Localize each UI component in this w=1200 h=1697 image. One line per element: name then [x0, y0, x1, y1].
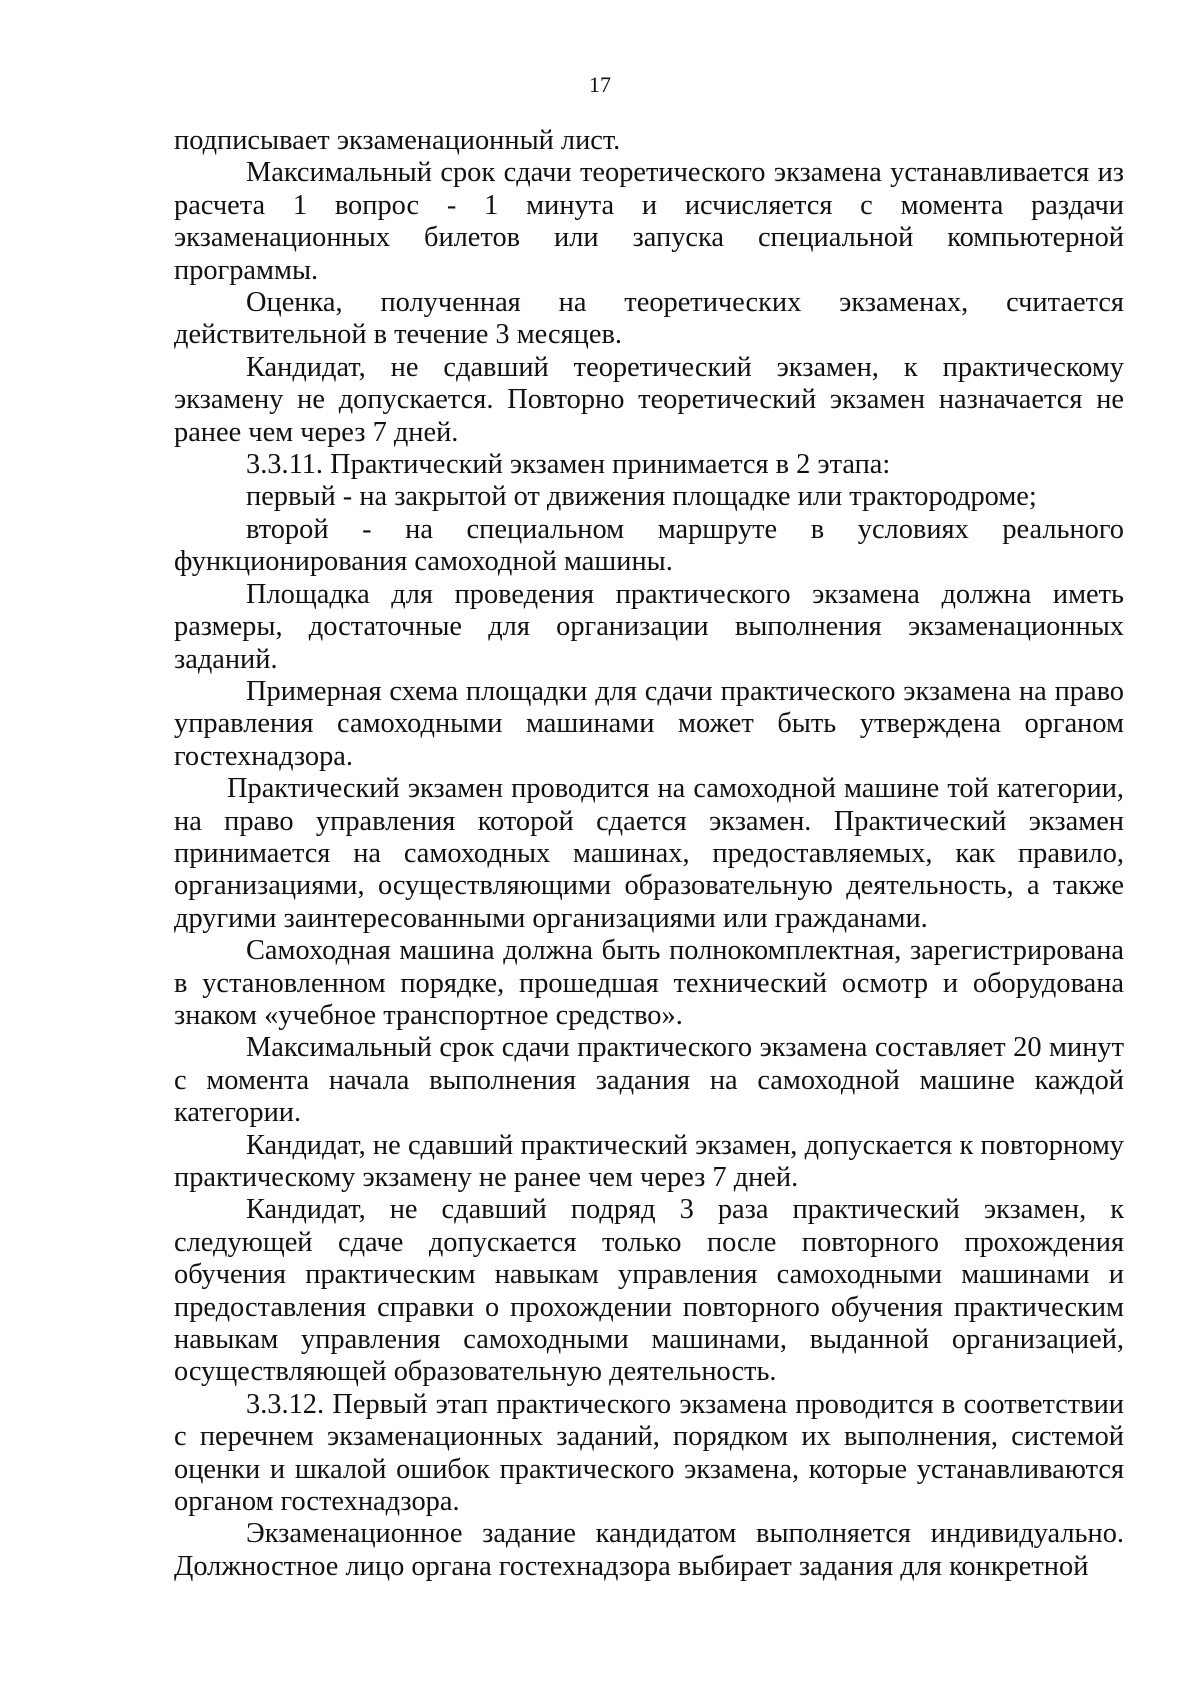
page-number: 17	[589, 72, 611, 97]
paragraph-theory-time-limit: Максимальный срок сдачи теоретического экзамена устанавливается из расчета 1 вопрос - 1 минута и исчисляется с момента раздачи экзаменационных билетов или запуска специальной компьютерной программы.	[174, 157, 1124, 286]
paragraph-practical-vehicle: Практический экзамен проводится на самоходной машине той категории, на право управления которой сдается экзамен. Практический экзамен принимается на самоходных машинах, предоставляемых, как правило, организациями, осуществляющими образовательную деятельность, а также другими заинтересованными организациями или гражданами.	[174, 773, 1124, 934]
document-body	[174, 125, 1124, 1583]
paragraph-theory-score-validity: Оценка, полученная на теоретических экзаменах, считается действительной в течение 3 месяцев.	[174, 287, 1124, 351]
paragraph-section-3-3-11: 3.3.11. Практический экзамен принимается в 2 этапа:	[246, 449, 891, 481]
paragraph-site-size: Площадка для проведения практического экзамена должна иметь размеры, достаточные для организации выполнения экзаменационных заданий.	[174, 578, 1124, 675]
paragraph-three-failures: Кандидат, не сдавший подряд 3 раза практический экзамен, к следующей сдаче допускается только после повторного прохождения обучения практическим навыкам управления самоходными машинами и предоставления справки о прохождении повторного обучения практическим навыкам управления самоходными машинами, выданной организацией, осуществляющей образовательную деятельность.	[174, 1194, 1124, 1388]
paragraph-stage-one: первый - на закрытой от движения площадке или трактородроме;	[246, 481, 1037, 513]
paragraph-individual-task: Экзаменационное задание кандидатом выполняется индивидуально. Должностное лицо органа гостехнадзора выбирает задания для конкретной	[174, 1518, 1124, 1582]
paragraph-continuation: подписывает экзаменационный лист.	[174, 125, 621, 156]
paragraph-section-3-3-12: 3.3.12. Первый этап практического экзамена проводится в соответствии с перечнем экзаменационных заданий, порядком их выполнения, системой оценки и шкалой ошибок практического экзамена, которые устанавливаются органом гостехнадзора.	[174, 1388, 1124, 1518]
paragraph-site-scheme: Примерная схема площадки для сдачи практического экзамена на право управления самоходными машинами может быть утверждена органом гостехнадзора.	[174, 675, 1124, 772]
paragraph-vehicle-requirements: Самоходная машина должна быть полнокомплектная, зарегистрирована в установленном порядке, прошедшая технический осмотр и оборудована знаком «учебное транспортное средство».	[174, 935, 1124, 1031]
paragraph-stage-two: второй - на специальном маршруте в условиях реального функционирования самоходной машины.	[174, 513, 1124, 578]
paragraph-practical-time-limit: Максимальный срок сдачи практического экзамена составляет 20 минут с момента начала выполнения задания на самоходной машине каждой категории.	[174, 1032, 1124, 1129]
paragraph-practical-retake: Кандидат, не сдавший практический экзамен, допускается к повторному практическому экзамену не ранее чем через 7 дней.	[174, 1129, 1124, 1193]
paragraph-theory-retake: Кандидат, не сдавший теоретический экзамен, к практическому экзамену не допускается. Повторно теоретический экзамен назначается не ранее чем через 7 дней.	[174, 351, 1124, 448]
